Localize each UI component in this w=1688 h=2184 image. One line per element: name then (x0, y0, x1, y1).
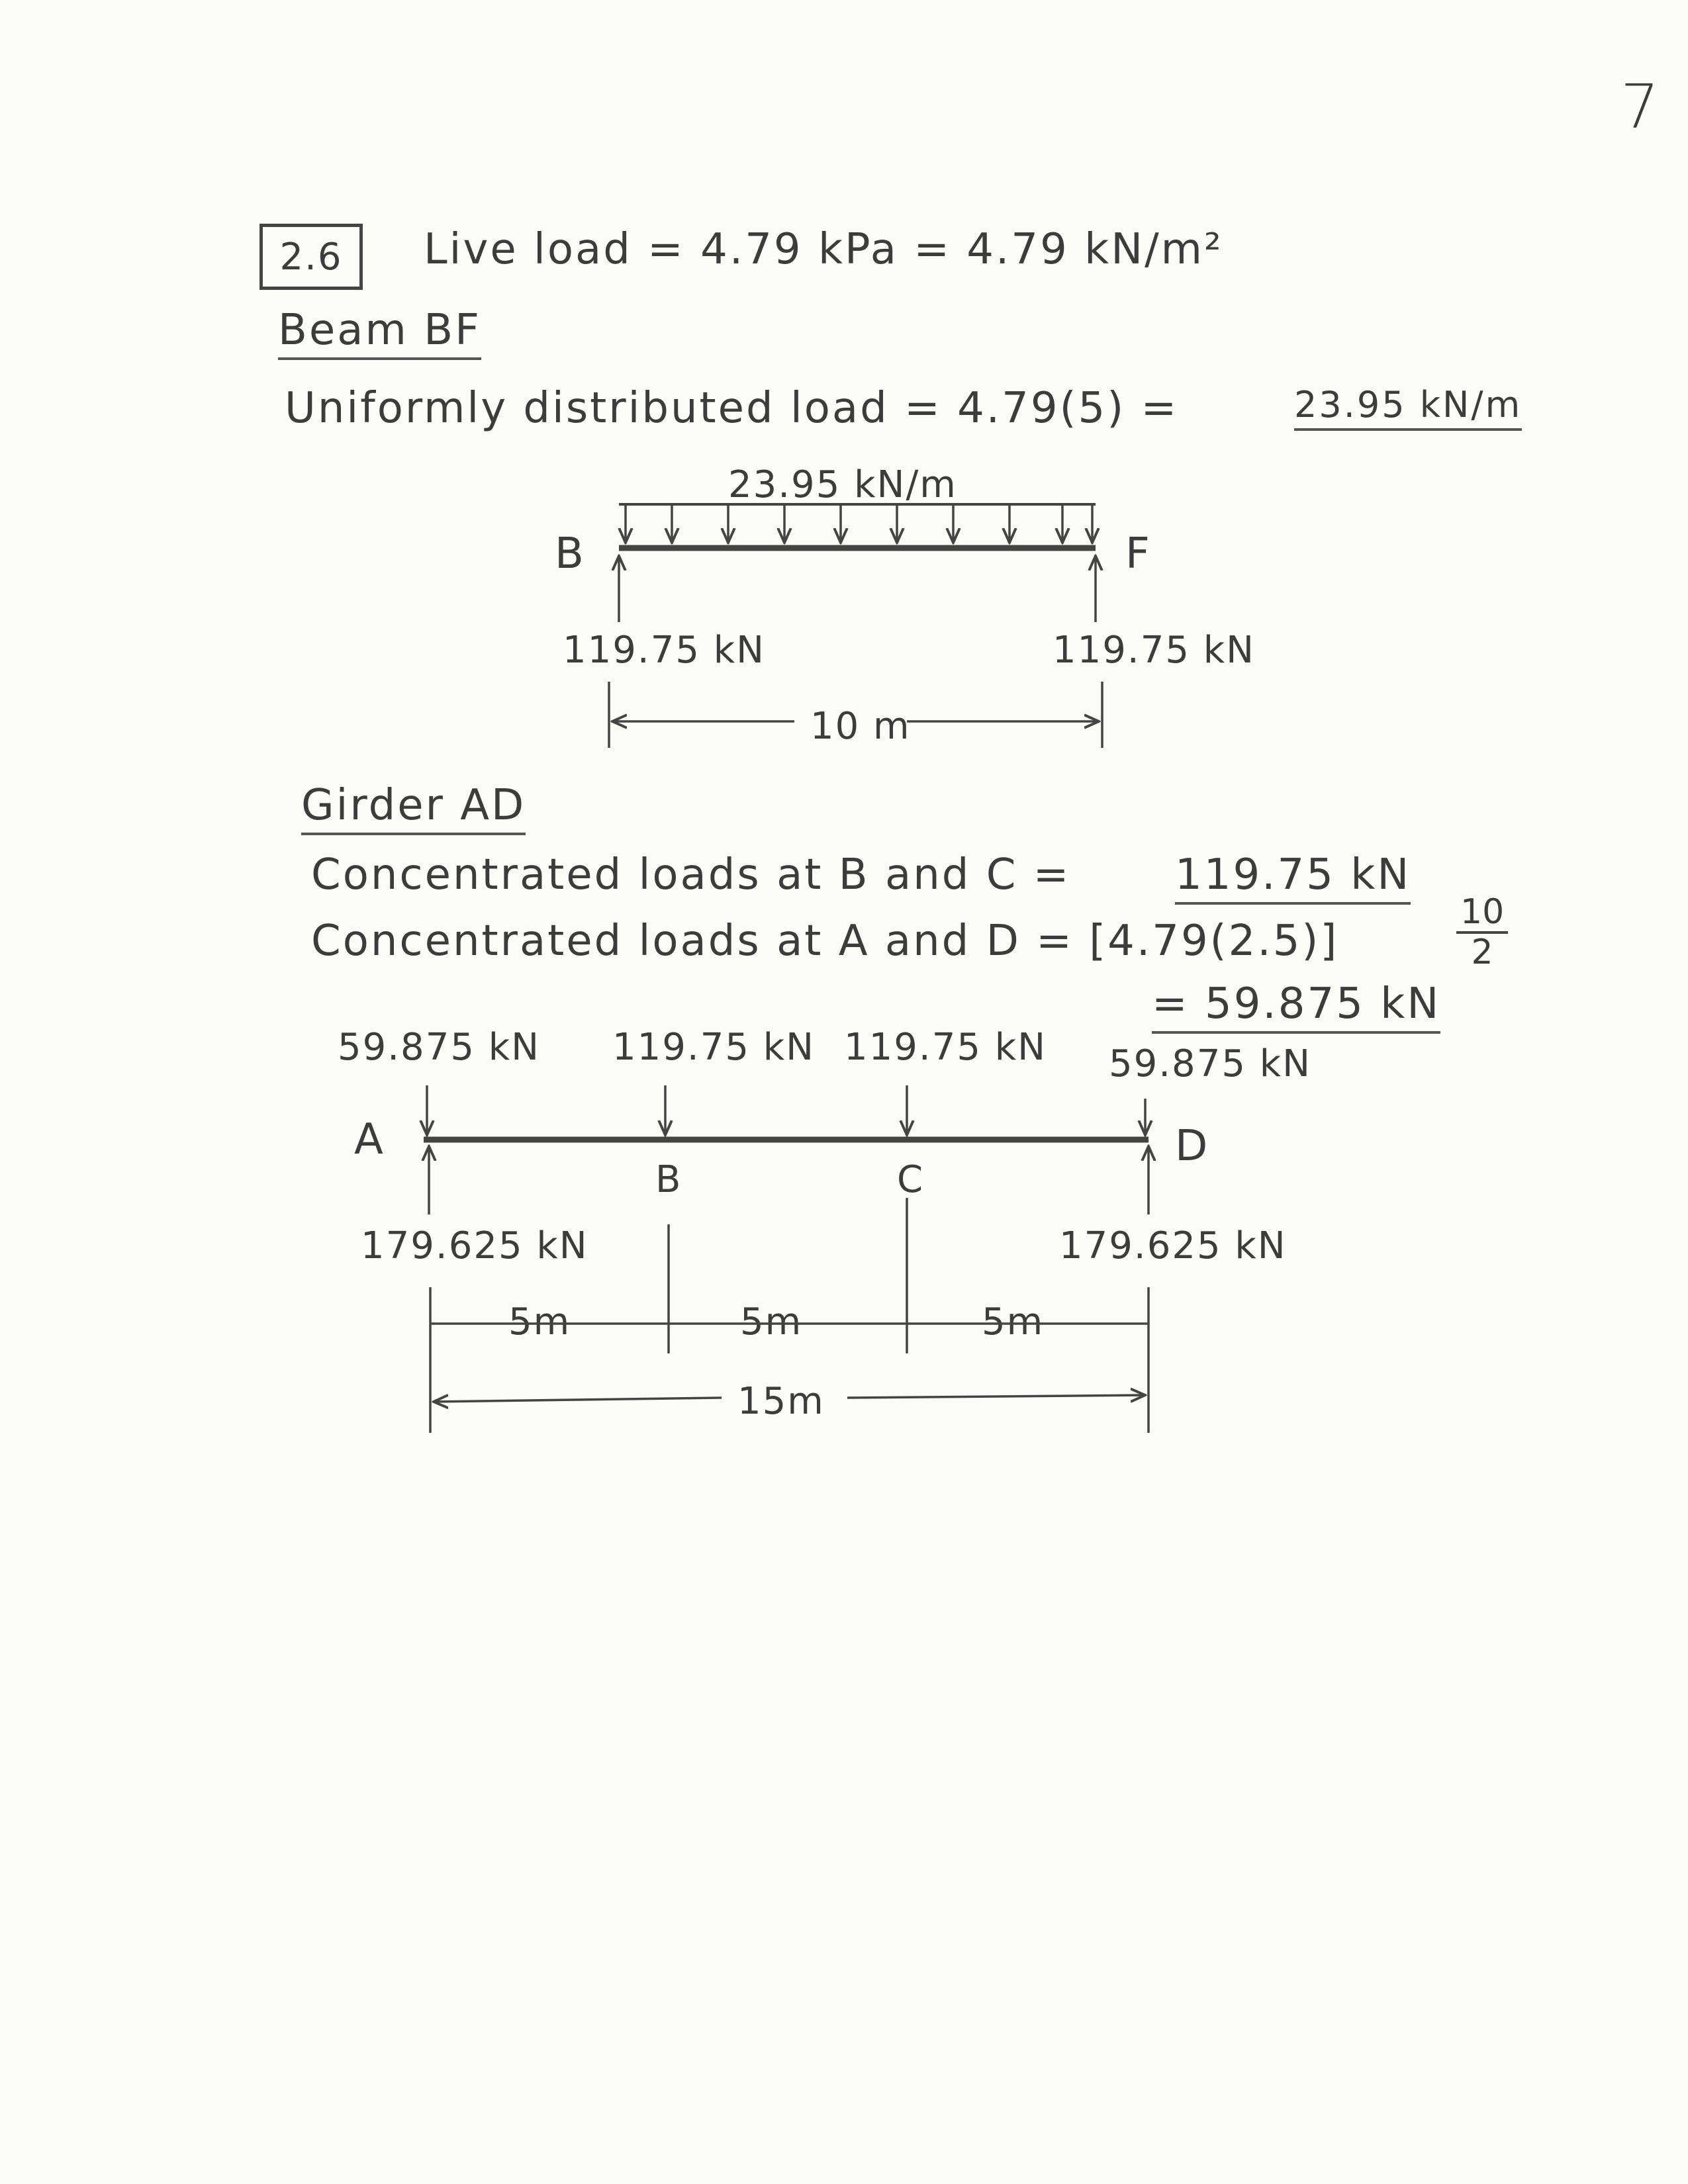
ad-span-2: 5m (735, 1300, 808, 1343)
ad-total-span: 15m (728, 1380, 834, 1423)
ad-load-b: 119.75 kN (612, 1026, 816, 1069)
ad-dim-15m-right (847, 1395, 1145, 1398)
girder-line1-value: 119.75 kN (1175, 850, 1411, 905)
udl-equation: Uniformly distributed load = 4.79(5) = (285, 384, 1179, 433)
girder-ad-diagram (424, 1085, 1149, 1433)
ad-label-a: A (354, 1115, 385, 1164)
girder-ad-heading: Girder AD (301, 781, 526, 835)
ad-span-3: 5m (976, 1300, 1049, 1343)
page-number: 7 (1620, 71, 1660, 142)
bf-udl-arrows (626, 504, 1092, 543)
fraction-numerator: 10 (1456, 893, 1508, 934)
girder-line1: Concentrated loads at B and C = (311, 850, 1071, 899)
bf-label-b: B (555, 529, 586, 578)
ad-reaction-a: 179.625 kN (361, 1224, 588, 1267)
ad-load-d: 59.875 kN (1109, 1042, 1312, 1085)
fraction-denominator: 2 (1471, 933, 1493, 973)
girder-line2: Concentrated loads at A and D = [4.79(2.5)] (311, 917, 1339, 966)
ad-reaction-d: 179.625 kN (1059, 1224, 1287, 1267)
girder-line3: = 59.875 kN (1152, 979, 1440, 1034)
bf-left-reaction: 119.75 kN (563, 629, 766, 672)
beam-bf-diagram (609, 504, 1102, 748)
ad-span-1: 5m (503, 1300, 576, 1343)
ad-load-a: 59.875 kN (338, 1026, 541, 1069)
ad-label-c: C (897, 1158, 925, 1201)
bf-label-f: F (1125, 529, 1152, 578)
ad-label-d: D (1175, 1122, 1210, 1171)
bf-load-label: 23.95 kN/m (728, 463, 957, 506)
problem-number-box: 2.6 (259, 224, 363, 290)
ad-label-b: B (655, 1158, 682, 1201)
live-load-line: Live load = 4.79 kPa = 4.79 kN/m² (424, 225, 1223, 274)
beam-bf-heading: Beam BF (278, 306, 481, 360)
bf-span-label: 10 m (801, 705, 920, 748)
ad-dim-15m-left (434, 1398, 722, 1402)
udl-result: 23.95 kN/m (1294, 384, 1522, 431)
ad-load-c: 119.75 kN (844, 1026, 1047, 1069)
bf-right-reaction: 119.75 kN (1053, 629, 1256, 672)
